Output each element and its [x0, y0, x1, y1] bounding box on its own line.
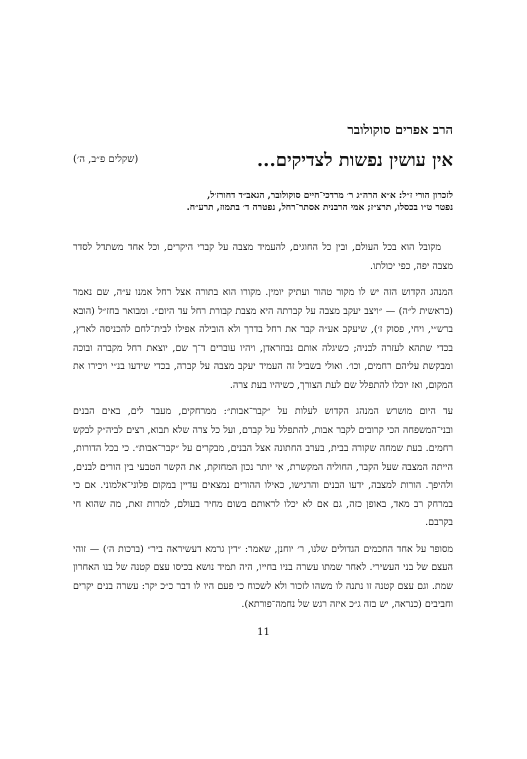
dedication-line: לזכרון הורי ז״ל: א״א הרה״ג ר׳ מרדכי־חיים סוקולובר, הגאב״ד דחורז׳ל,	[207, 191, 453, 201]
paragraph: עד היום מושרש המנהג הקדוש לעלות על ״קבר־אבות״: ממרחקים, מעבר לים, באים הבנים ובני־המשפחה הכי קרובים לקבר אבות, להתפלל על קברם, ועל כל צרה שלא תבוא, רצים לביה״ק לבקש רחמים. בעת שמחה שקורה בבית, בערב החתונה אצל הבנים, מבקרים על ״קבר־אבות״. כי בכל הדורות, הייתה המצבה שעל הקבר, החוליה המקשרת, אי יותר נכון המחזקת, את הקשר הטבעי בין הורים לבנים, ולהיפך. הורות למצבה, ידעו הבנים והרגישו, כאילו ההורים נמצאים עדיין במקום פלוני־אלמוני. אם כי במרחק רב מאד, באופן כזה, גם אם לא יכלו לראותם בשום מחיר בעולם, למרות זאת, מה שהוא חי בקרבם.	[73, 406, 453, 528]
article-body	[73, 239, 453, 623]
dedication-line: נפטר ט״ו בכסלו, תרצ״ז; אמי הרבנית אסתר־רחל, נפטרה ד׳ בתמוז, תרע״ח.	[186, 203, 453, 213]
dedication	[73, 190, 453, 214]
source-reference: (שקלים פ״ב, ה׳)	[73, 154, 139, 165]
article-title: אין עושין נפשות לצדיקים...	[256, 150, 453, 171]
author-name: הרב אפרים סוקולובר	[347, 123, 453, 138]
paragraph: מסופר על אחד החכמים הגדולים שלנו, ר׳ יוחנן, שאמר: ״דין גרמא דעשיראה ביר״ (ברכות ה׳) — זוהי העצם של בני העשירי. לאחר שמתו עשרה בניו בחייו, היה תמיד נושא בכיסו עצם קטנה של בנו האחרון שמת. וגם עצם קטנה זו נתנה לו משהו לזכור ולא לשכוח כי פעם היו לו דבר כ״כ יקר: עשרה בנים יקרים וחביבים (כנראה, יש בזה ג״כ איזה רגש של נחמה־פורתא).	[73, 543, 453, 610]
title-row	[73, 150, 453, 180]
paragraph: המנהג הקדוש הזה יש לו מקור טהור ועתיק יומין. מקורו הוא בתורה אצל רחל אמנו ע״ה, שם נאמר (בראשית ל״ה) — ״ויצב יעקב מצבה על קברתה היא מצבת קבורת רחל עד היום״. ומבואר בחז״ל (הובא ברש״י, ויחי, פסוק ז׳), שיעקב אע״ה קבר את רחל בדרך ולא הובילה אפילו לבית־לחם להכניסה לארץ, בכדי שתהא לעזרה לבניה; כשיגלה אותם נבוזראדן, ויהיו עוברים ד־ך שם, יוצאת רחל מקברה ובוכה ומבקשת עליהם רחמים, וכו׳. ואולי בשביל זה העמיד יעקב מצבה על קברה, בכדי שידעו בנ״י ויכירו את המקום, ואז יוכלו להתפלל שם לעת הצורך, כשיהיו בעת צרה.	[73, 287, 453, 391]
page-number: 11	[257, 627, 270, 638]
paragraph: מקובל הוא בכל העולם, ובין כל החוגים, להעמיד מצבה על קברי היקרים, וכל אחד משתדל לסדר מצבה יפה, כפי יכולתו.	[73, 242, 453, 272]
